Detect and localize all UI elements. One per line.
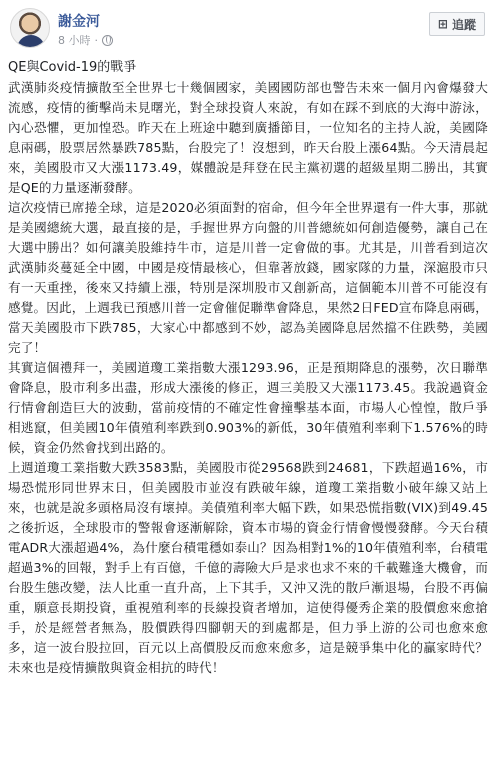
follow-rss-icon: ⊞ <box>437 17 448 31</box>
post-paragraph: 這次疫情已席捲全球，這是2020必須面對的宿命，但今年全世界還有一件大事，那就是美國總統大選，最直接的是，手握世界方向盤的川普總統如何創造優勢，讓自己在大選中勝出？如何讓美股維持牛市，這是川普一定會做的事。尤其是，川普看到這次武漢肺炎蔓延全中國，中國是疫情最核心，但靠著放錢，國家隊的力量，深滬股市只有一天重挫，後來又持續上漲，特別是深圳股市又創新高，這個範本川普不可能沒有感覺。因此，上週我已預感川普一定會催促聯準會降息，果然2日FED宣布降息兩碼，當天美國股市下跌785，大家心中都感到不妙，認為美國降息居然擋不住跌勢，美國完了！ <box>8 200 488 355</box>
post-title: QE與Covid-19的戰爭 <box>8 60 137 75</box>
avatar[interactable] <box>10 8 50 48</box>
post-time[interactable]: 8 小時 <box>58 34 91 47</box>
post-paragraph: 其實這個禮拜一，美國道瓊工業指數大漲1293.96，正是預期降息的漲勢，次日聯準會降息，股市利多出盡，形成大漲後的修正，週三美股又大漲1173.45。我說過資金行情會創造巨大的波動，當前疫情的不確定性會撞擊基本面，市場人心惶惶，散戶爭相逃竄，但美國10年債殖利率跌到0.903%的新低，30年債殖利率剩下1.576%的時候，資金仍然會找到出路的。 <box>8 360 488 455</box>
follow-label: 追蹤 <box>451 17 476 32</box>
author-name[interactable]: 謝金河 <box>58 14 100 30</box>
follow-button[interactable] <box>429 12 485 36</box>
post-meta: 8 小時 · <box>58 32 113 48</box>
post-paragraph: 武漢肺炎疫情擴散至全世界七十幾個國家，美國國防部也警告未來一個月內會爆發大流感，疫情的衝擊尚未見曙光，對全球投資人來說，有如在踩不到底的大海中游泳，內心恐懼，更加惶恐。昨天在上班途中聽到廣播節目，一位知名的主持人說，美國降息兩碼，股票居然暴跌785點，台股完了！沒想到，昨天台股上漲64點。今天清晨起來，美國股市又大漲1173.49，媒體說是拜登在民主黨初選的超級星期二勝出，其實是QE的力量逐漸發酵。 <box>8 80 488 195</box>
globe-icon <box>102 35 113 46</box>
post-body <box>8 58 488 678</box>
post-header <box>0 0 495 56</box>
post-paragraph: 上週道瓊工業指數大跌3583點，美國股市從29568跌到24681，下跌超過16%，市場恐慌形同世界末日，但美國股市並沒有跌破年線，道瓊工業指數小破年線又站上來，也就是說多頭格局沒有壞掉。美債殖利率大幅下跌，如果恐慌指數(VIX)到49.45之後折返，全球股市的警報會逐漸解除，資本市場的資金行情會慢慢發酵。今天台積電ADR大漲超過4%，為什麼台積電穩如泰山？因為相對1%的10年債殖利率，台積電超過3%的回報，對手上有百億，千億的壽險大戶是求也求不來的千載難逢大機會，而台股生態改變，法人比重一直升高，上下其手，又沖又洗的散戶漸退場，台股不再偏重，願意長期投資，重視殖利率的長線投資者增加，這使得優秀企業的股價愈來愈搶手，於是經營者無為，股價跌得四腳朝天的到處都是，但力爭上游的公司也愈來愈多，這一波台股拉回，百元以上高價股反而愈來愈多，這是競爭集中化的贏家時代？未來也是疫情擴散與資金相抗的時代！ <box>8 460 488 675</box>
